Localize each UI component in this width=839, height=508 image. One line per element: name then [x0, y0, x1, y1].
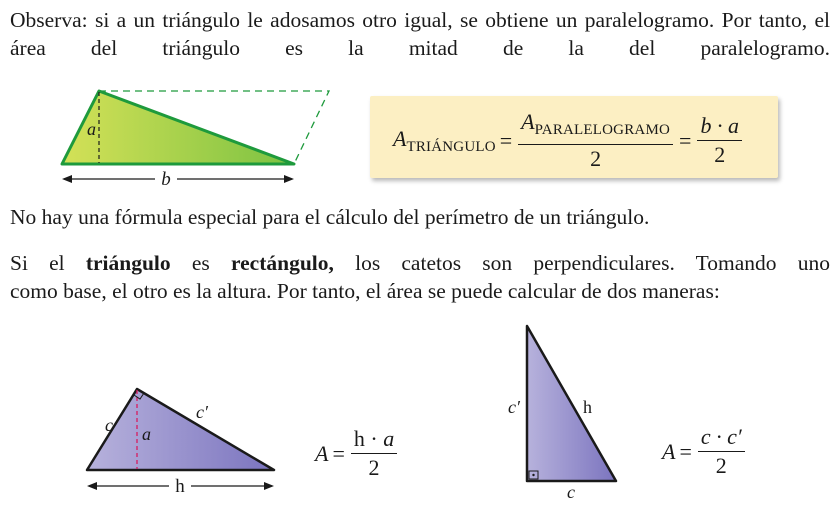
hypotenuse-h-label: h	[583, 397, 592, 417]
intro-paragraph: Observa: si a un triángulo le adosamos otro igual, se obtiene un paralelogramo. Por tanto, el área del triángulo es la mitad de la del paralelogramo.	[10, 8, 830, 60]
area-formula-h-a	[315, 426, 399, 481]
equals-sign: =	[679, 438, 692, 464]
leg-c-label: c	[567, 482, 575, 502]
violet-triangle-1	[87, 389, 274, 470]
right-angle-dot	[532, 474, 534, 476]
perimeter-paragraph: No hay una fórmula especial para el cálculo del perímetro de un triángulo.	[10, 205, 650, 229]
right-triangle-paragraph-line2: como base, el otro es la altura. Por tanto, el área se puede calcular de dos maneras:	[10, 279, 720, 303]
base-h-label: h	[175, 476, 185, 497]
right-triangle-hypotenuse-base-figure	[80, 380, 290, 498]
side-c-prime-label: c′	[196, 402, 208, 422]
violet-triangle-2	[527, 326, 616, 481]
right-triangle-legs-figure	[505, 318, 625, 502]
triangle-area-formula	[393, 109, 744, 172]
leg-c-prime-label: c′	[508, 397, 520, 417]
equals-sign: =	[332, 440, 345, 466]
formula-lhs-a: A	[662, 438, 676, 464]
formula-lhs-a: A	[315, 440, 329, 466]
side-c-label: c	[105, 415, 113, 435]
fraction-parallelogram: $\frac{A_{PARALELOGRAMO}}{2}$	[518, 109, 673, 172]
green-triangle	[62, 91, 294, 164]
formula-lhs: $A_{TRIÁNGULO}$	[393, 125, 496, 155]
fraction-c-c-prime: $\frac{c \cdot c'}{2}$	[698, 424, 745, 479]
arrow-head-left	[87, 482, 97, 490]
arrow-head-left	[62, 175, 72, 183]
triangle-parallelogram-figure	[55, 82, 345, 190]
height-a-label: a	[142, 424, 151, 444]
height-label: a	[87, 119, 96, 139]
area-formula-c-c-prime	[662, 424, 747, 479]
base-label: b	[161, 169, 171, 190]
equals-sign-2: =	[679, 127, 692, 153]
fraction-base-height: $\frac{b \cdot a}{2}$	[697, 113, 742, 168]
fraction-h-a: $\frac{h \cdot a}{2}$	[351, 426, 397, 481]
equals-sign: =	[499, 127, 513, 153]
arrow-head-right	[284, 175, 294, 183]
arrow-head-right	[264, 482, 274, 490]
right-triangle-paragraph-line1: Si el triángulo es rectángulo, los catetos son perpendiculares. Tomando uno	[10, 251, 830, 275]
